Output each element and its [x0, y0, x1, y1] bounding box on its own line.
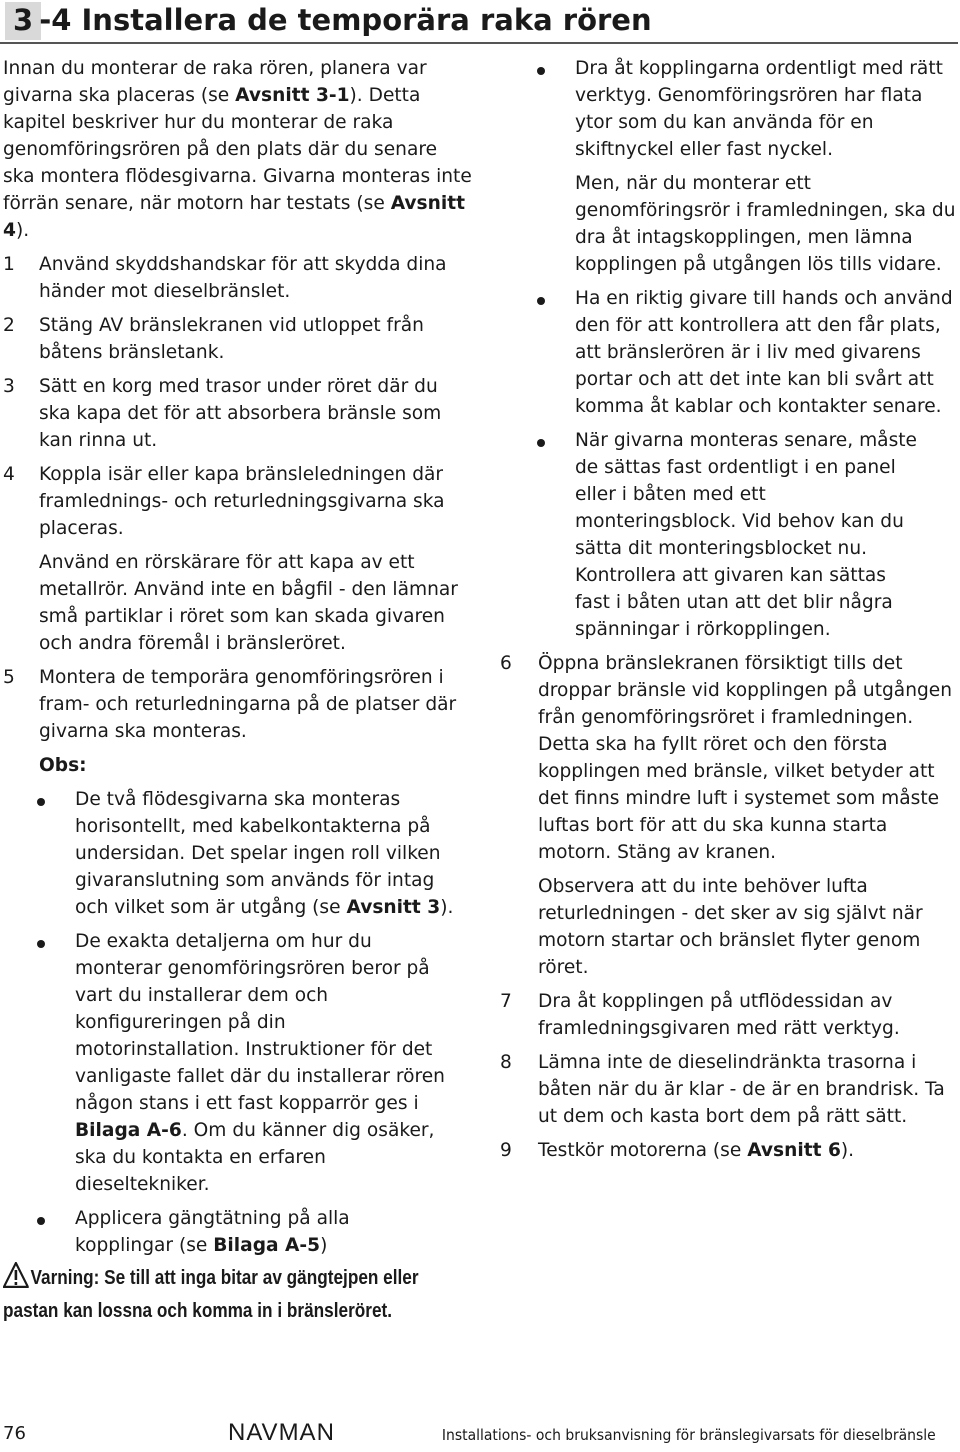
- section-header: [0, 0, 960, 42]
- step-number: 4: [3, 464, 15, 485]
- right-bullet-1-note: Men, när du monterar ett genomföringsrör i framledningen, ska du dra åt intagskopplingen, men lämna kopplingen på utgången lös tills vidare.: [575, 173, 956, 275]
- step-8: [500, 1049, 956, 1130]
- bullet-ref: Bilaga A-5: [213, 1235, 321, 1256]
- step-1: [3, 251, 473, 305]
- obs-bullet-1: [3, 786, 473, 921]
- section-number: 3: [13, 3, 34, 37]
- warning-text: Varning: Se till att inga bitar av gängtejpen eller pastan kan lossna och komma in i bränsleröret.: [3, 1267, 419, 1322]
- section-heading: [13, 0, 652, 40]
- right-bullet-3: [500, 427, 956, 643]
- step-text: Sätt en korg med trasor under röret där du ska kapa det för att absorbera bränsle som kan rinna ut.: [39, 376, 442, 451]
- step-number: 1: [3, 254, 15, 275]
- left-column: [3, 55, 473, 1259]
- step-text: Testkör motorerna (se: [538, 1140, 748, 1161]
- step-text: Koppla isär eller kapa bränsleledningen där framlednings- och returledningsgivarna ska placeras.: [39, 464, 445, 539]
- intro-ref-avsnitt-4: Avsnitt 4: [3, 193, 466, 241]
- step-number: 7: [500, 991, 512, 1012]
- bullet-dot: [537, 67, 545, 75]
- page-number: 76: [3, 1423, 26, 1444]
- right-bullet-2: [500, 285, 956, 420]
- step-4-note: Använd en rörskärare för att kapa av ett metallrör. Använd inte en bågfil - den lämnar små partiklar i röret som kan skada givaren och andra föremål i bränsleröret.: [39, 552, 458, 654]
- obs-label: Obs:: [39, 755, 87, 776]
- intro-paragraph: [3, 55, 473, 244]
- bullet-dot: [37, 940, 45, 948]
- intro-text-2: ). Detta kapitel beskriver hur du monterar de raka genomföringsrören på den plats där du senare ska montera flödesgivarna. Givarna monteras inte förrän senare, när motorn har testats (se: [3, 85, 472, 214]
- bullet-text-end: ): [320, 1235, 328, 1256]
- section-title: Installera de temporära raka rören: [81, 3, 652, 37]
- right-bullet-1: [500, 55, 956, 163]
- step-ref: Avsnitt 6: [747, 1140, 841, 1161]
- step-5: [3, 664, 473, 745]
- intro-ref-avsnitt-3-1: Avsnitt 3-1: [235, 85, 350, 106]
- step-6: [500, 650, 956, 866]
- step-text: Stäng AV bränslekranen vid utloppet från båtens bränsletank.: [39, 315, 424, 363]
- section-suffix: -4: [39, 3, 72, 37]
- intro-text-1: Innan du monterar de raka rören, planera var givarna ska placeras (se: [3, 58, 427, 106]
- page-footer: [0, 1418, 960, 1452]
- step-number: 8: [500, 1052, 512, 1073]
- step-text: Lämna inte de dieselindränkta trasorna i båten när du är klar - de är en brandrisk. Ta ut dem och kasta bort dem på rätt sätt.: [538, 1052, 945, 1127]
- bullet-ref: Bilaga A-6: [75, 1120, 182, 1141]
- navman-logo: NAVMAN: [228, 1419, 335, 1446]
- intro-text-3: ).: [15, 220, 30, 241]
- bullet-dot: [537, 439, 545, 447]
- bullet-text: De två flödesgivarna ska monteras horisontellt, med kabelkontakterna på undersidan. Det spelar ingen roll vilken givaranslutning som används för intag och vilket som är utgång (se: [75, 789, 441, 918]
- warning-triangle-icon: [3, 1262, 29, 1297]
- bullet-text: Ha en riktig givare till hands och använd den för att kontrollera att den får plats, att bränslerören är i liv med givarens portar och att det inte kan bli svårt att komma åt kablar och kontakter senare.: [575, 288, 953, 417]
- step-3: [3, 373, 473, 454]
- step-number: 9: [500, 1140, 512, 1161]
- step-text: Använd skyddshandskar för att skydda dina händer mot dieselbränslet.: [39, 254, 447, 302]
- bullet-ref: Avsnitt 3: [346, 897, 441, 918]
- right-column: [500, 55, 956, 1164]
- bullet-text-end: . Om du känner dig osäker, ska du kontakta en erfaren dieseltekniker.: [75, 1120, 435, 1195]
- step-4: [3, 461, 473, 542]
- step-text: Dra åt kopplingen på utflödessidan av framledningsgivaren med rätt verktyg.: [538, 991, 900, 1039]
- document-title: Installations- och bruksanvisning för bränslegivarsats för dieselbränsle: [442, 1426, 936, 1444]
- step-number: 6: [500, 653, 512, 674]
- bullet-dot: [537, 297, 545, 305]
- step-2: [3, 312, 473, 366]
- obs-bullet-2: [3, 928, 473, 1198]
- warning-box: [3, 1262, 473, 1326]
- obs-bullet-3: [3, 1205, 473, 1259]
- bullet-dot: [37, 798, 45, 806]
- bullet-text: Dra åt kopplingarna ordentligt med rätt verktyg. Genomföringsrören har flata ytor som du kan använda för en skiftnyckel eller fast nyckel.: [575, 58, 943, 160]
- step-9: [500, 1137, 956, 1164]
- step-text-end: ).: [840, 1140, 855, 1161]
- step-text: Öppna bränslekranen försiktigt tills det droppar bränsle vid kopplingen på utgången från genomföringsröret i framledningen. Detta ska ha fyllt röret och den första kopplingen med bränsle, vilket betyder att det finns mindre luft i systemet som måste luftas bort för att du ska kunna starta motorn. Stäng av kranen.: [538, 653, 953, 863]
- step-number: 2: [3, 315, 15, 336]
- bullet-text: Applicera gängtätning på alla kopplingar (se: [75, 1208, 350, 1256]
- step-7: [500, 988, 956, 1042]
- header-rule: [0, 42, 958, 44]
- bullet-text-end: ).: [440, 897, 454, 918]
- step-6-note: Observera att du inte behöver lufta returledningen - det sker av sig självt när motorn startar och bränslet flyter genom röret.: [538, 876, 923, 978]
- bullet-text: De exakta detaljerna om hur du monterar genomföringsrören beror på vart du installerar dem och konfigureringen på din motorinstallation. Instruktioner för det vanligaste fallet där du installerar rören någon stans i ett fast kopparrör ges i: [75, 931, 445, 1114]
- bullet-dot: [37, 1217, 45, 1225]
- step-number: 5: [3, 667, 15, 688]
- step-number: 3: [3, 376, 15, 397]
- step-text: Montera de temporära genomföringsrören i fram- och returledningarna på de platser där givarna ska monteras.: [39, 667, 457, 742]
- bullet-text: När givarna monteras senare, måste de sättas fast ordentligt i en panel eller i båten med ett monteringsblock. Vid behov kan du sätta dit monteringsblocket nu. Kontrollera att givaren kan sättas fast i båten utan att det blir några spänningar i rörkopplingen.: [575, 430, 917, 640]
